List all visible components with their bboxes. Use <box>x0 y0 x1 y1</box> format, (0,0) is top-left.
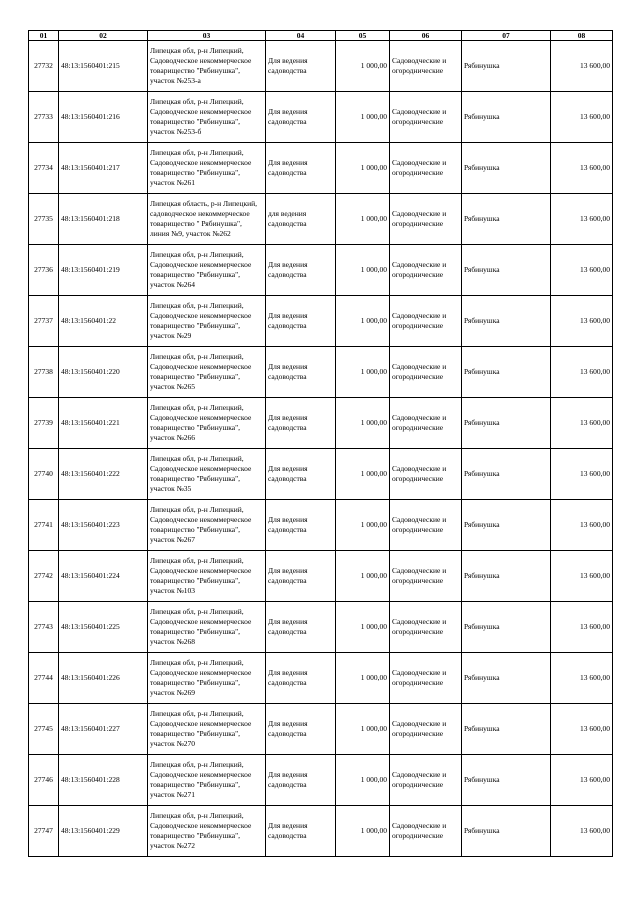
land-category-cell: Садоводческие и огороднические <box>390 347 462 398</box>
permitted-use-cell: Для ведения садоводства <box>266 449 336 500</box>
land-category-cell: Садоводческие и огороднические <box>390 806 462 857</box>
cadastral-number-cell: 48:13:1560401:215 <box>59 41 148 92</box>
table-row <box>29 602 613 653</box>
address-cell: Липецкая обл, р-н Липецкий, Садоводческое некоммерческое товарищество "Рябинушка", участок №266 <box>148 398 266 449</box>
locality-cell: Рябинушка <box>462 704 551 755</box>
record-number-cell: 27743 <box>29 602 59 653</box>
locality-cell: Рябинушка <box>462 143 551 194</box>
column-header-07: 07 <box>462 31 551 41</box>
cadastral-value-cell: 13 600,00 <box>551 449 613 500</box>
cadastral-number-cell: 48:13:1560401:223 <box>59 500 148 551</box>
land-category-cell: Садоводческие и огороднические <box>390 245 462 296</box>
area-cell: 1 000,00 <box>336 551 390 602</box>
cadastral-value-cell: 13 600,00 <box>551 653 613 704</box>
permitted-use-cell: Для ведения садоводства <box>266 551 336 602</box>
locality-cell: Рябинушка <box>462 602 551 653</box>
locality-cell: Рябинушка <box>462 755 551 806</box>
column-header-04: 04 <box>266 31 336 41</box>
area-cell: 1 000,00 <box>336 194 390 245</box>
permitted-use-cell: Для ведения садоводства <box>266 602 336 653</box>
cadastral-value-cell: 13 600,00 <box>551 806 613 857</box>
cadastral-value-cell: 13 600,00 <box>551 602 613 653</box>
cadastral-number-cell: 48:13:1560401:220 <box>59 347 148 398</box>
area-cell: 1 000,00 <box>336 602 390 653</box>
locality-cell: Рябинушка <box>462 41 551 92</box>
address-cell: Липецкая обл, р-н Липецкий, Садоводческое некоммерческое товарищество "Рябинушка", участок №265 <box>148 347 266 398</box>
record-number-cell: 27738 <box>29 347 59 398</box>
record-number-cell: 27732 <box>29 41 59 92</box>
land-category-cell: Садоводческие и огороднические <box>390 755 462 806</box>
land-registry-table <box>28 30 613 857</box>
column-header-02: 02 <box>59 31 148 41</box>
address-cell: Липецкая обл, р-н Липецкий, Садоводческое некоммерческое товарищество "Рябинушка", участок №253-б <box>148 92 266 143</box>
table-row <box>29 92 613 143</box>
address-cell: Липецкая обл, р-н Липецкий, Садоводческое некоммерческое товарищество "Рябинушка", участок №269 <box>148 653 266 704</box>
area-cell: 1 000,00 <box>336 92 390 143</box>
locality-cell: Рябинушка <box>462 194 551 245</box>
cadastral-number-cell: 48:13:1560401:227 <box>59 704 148 755</box>
area-cell: 1 000,00 <box>336 398 390 449</box>
area-cell: 1 000,00 <box>336 755 390 806</box>
cadastral-number-cell: 48:13:1560401:228 <box>59 755 148 806</box>
record-number-cell: 27745 <box>29 704 59 755</box>
address-cell: Липецкая обл, р-н Липецкий, Садоводческое некоммерческое товарищество "Рябинушка", участок №261 <box>148 143 266 194</box>
permitted-use-cell: Для ведения садоводства <box>266 347 336 398</box>
locality-cell: Рябинушка <box>462 653 551 704</box>
table-row <box>29 41 613 92</box>
land-category-cell: Садоводческие и огороднические <box>390 551 462 602</box>
record-number-cell: 27735 <box>29 194 59 245</box>
record-number-cell: 27742 <box>29 551 59 602</box>
locality-cell: Рябинушка <box>462 806 551 857</box>
table-row <box>29 755 613 806</box>
record-number-cell: 27736 <box>29 245 59 296</box>
cadastral-number-cell: 48:13:1560401:22 <box>59 296 148 347</box>
area-cell: 1 000,00 <box>336 704 390 755</box>
locality-cell: Рябинушка <box>462 245 551 296</box>
cadastral-number-cell: 48:13:1560401:225 <box>59 602 148 653</box>
address-cell: Липецкая область, р-н Липецкий, садоводческое некоммерческое товарищество " Рябинушка", линия №9, участок №262 <box>148 194 266 245</box>
permitted-use-cell: Для ведения садоводства <box>266 806 336 857</box>
cadastral-value-cell: 13 600,00 <box>551 92 613 143</box>
record-number-cell: 27740 <box>29 449 59 500</box>
permitted-use-cell: Для ведения садоводства <box>266 143 336 194</box>
address-cell: Липецкая обл, р-н Липецкий, Садоводческое некоммерческое товарищество "Рябинушка", участок №29 <box>148 296 266 347</box>
table-row <box>29 143 613 194</box>
cadastral-number-cell: 48:13:1560401:224 <box>59 551 148 602</box>
table-row <box>29 347 613 398</box>
area-cell: 1 000,00 <box>336 143 390 194</box>
address-cell: Липецкая обл, р-н Липецкий, Садоводческое некоммерческое товарищество "Рябинушка", участок №271 <box>148 755 266 806</box>
area-cell: 1 000,00 <box>336 347 390 398</box>
record-number-cell: 27746 <box>29 755 59 806</box>
permitted-use-cell: Для ведения садоводства <box>266 500 336 551</box>
locality-cell: Рябинушка <box>462 296 551 347</box>
land-category-cell: Садоводческие и огороднические <box>390 194 462 245</box>
cadastral-value-cell: 13 600,00 <box>551 41 613 92</box>
address-cell: Липецкая обл, р-н Липецкий, Садоводческое некоммерческое товарищество "Рябинушка", участок №264 <box>148 245 266 296</box>
cadastral-value-cell: 13 600,00 <box>551 704 613 755</box>
area-cell: 1 000,00 <box>336 806 390 857</box>
table-row <box>29 704 613 755</box>
cadastral-value-cell: 13 600,00 <box>551 143 613 194</box>
permitted-use-cell: Для ведения садоводства <box>266 653 336 704</box>
permitted-use-cell: Для ведения садоводства <box>266 398 336 449</box>
land-category-cell: Садоводческие и огороднические <box>390 143 462 194</box>
address-cell: Липецкая обл, р-н Липецкий, Садоводческое некоммерческое товарищество "Рябинушка", участок №268 <box>148 602 266 653</box>
cadastral-number-cell: 48:13:1560401:221 <box>59 398 148 449</box>
column-header-06: 06 <box>390 31 462 41</box>
area-cell: 1 000,00 <box>336 41 390 92</box>
land-category-cell: Садоводческие и огороднические <box>390 449 462 500</box>
table-row <box>29 449 613 500</box>
cadastral-value-cell: 13 600,00 <box>551 245 613 296</box>
record-number-cell: 27741 <box>29 500 59 551</box>
area-cell: 1 000,00 <box>336 245 390 296</box>
cadastral-number-cell: 48:13:1560401:217 <box>59 143 148 194</box>
area-cell: 1 000,00 <box>336 449 390 500</box>
permitted-use-cell: Для ведения садоводства <box>266 245 336 296</box>
land-category-cell: Садоводческие и огороднические <box>390 602 462 653</box>
address-cell: Липецкая обл, р-н Липецкий, Садоводческое некоммерческое товарищество "Рябинушка", участок №35 <box>148 449 266 500</box>
address-cell: Липецкая обл, р-н Липецкий, Садоводческое некоммерческое товарищество "Рябинушка", участок №270 <box>148 704 266 755</box>
table-row <box>29 653 613 704</box>
table-row <box>29 806 613 857</box>
locality-cell: Рябинушка <box>462 500 551 551</box>
area-cell: 1 000,00 <box>336 500 390 551</box>
land-category-cell: Садоводческие и огороднические <box>390 653 462 704</box>
area-cell: 1 000,00 <box>336 653 390 704</box>
land-category-cell: Садоводческие и огороднические <box>390 296 462 347</box>
table-row <box>29 398 613 449</box>
address-cell: Липецкая обл, р-н Липецкий, Садоводческое некоммерческое товарищество "Рябинушка", участок №272 <box>148 806 266 857</box>
record-number-cell: 27739 <box>29 398 59 449</box>
locality-cell: Рябинушка <box>462 398 551 449</box>
record-number-cell: 27733 <box>29 92 59 143</box>
locality-cell: Рябинушка <box>462 551 551 602</box>
permitted-use-cell: Для ведения садоводства <box>266 41 336 92</box>
land-category-cell: Садоводческие и огороднические <box>390 500 462 551</box>
header-row <box>29 31 613 41</box>
address-cell: Липецкая обл, р-н Липецкий, Садоводческое некоммерческое товарищество "Рябинушка", участок №103 <box>148 551 266 602</box>
permitted-use-cell: Для ведения садоводства <box>266 755 336 806</box>
cadastral-number-cell: 48:13:1560401:216 <box>59 92 148 143</box>
cadastral-number-cell: 48:13:1560401:222 <box>59 449 148 500</box>
cadastral-value-cell: 13 600,00 <box>551 347 613 398</box>
land-category-cell: Садоводческие и огороднические <box>390 92 462 143</box>
record-number-cell: 27734 <box>29 143 59 194</box>
record-number-cell: 27747 <box>29 806 59 857</box>
column-header-05: 05 <box>336 31 390 41</box>
permitted-use-cell: Для ведения садоводства <box>266 92 336 143</box>
locality-cell: Рябинушка <box>462 92 551 143</box>
record-number-cell: 27737 <box>29 296 59 347</box>
land-category-cell: Садоводческие и огороднические <box>390 704 462 755</box>
column-header-03: 03 <box>148 31 266 41</box>
cadastral-value-cell: 13 600,00 <box>551 398 613 449</box>
locality-cell: Рябинушка <box>462 449 551 500</box>
table-row <box>29 245 613 296</box>
area-cell: 1 000,00 <box>336 296 390 347</box>
cadastral-number-cell: 48:13:1560401:229 <box>59 806 148 857</box>
permitted-use-cell: Для ведения садоводства <box>266 704 336 755</box>
cadastral-value-cell: 13 600,00 <box>551 755 613 806</box>
table-row <box>29 194 613 245</box>
column-header-01: 01 <box>29 31 59 41</box>
land-category-cell: Садоводческие и огороднические <box>390 398 462 449</box>
locality-cell: Рябинушка <box>462 347 551 398</box>
cadastral-number-cell: 48:13:1560401:218 <box>59 194 148 245</box>
permitted-use-cell: Для ведения садоводства <box>266 296 336 347</box>
land-category-cell: Садоводческие и огороднические <box>390 41 462 92</box>
cadastral-number-cell: 48:13:1560401:219 <box>59 245 148 296</box>
table-row <box>29 551 613 602</box>
cadastral-value-cell: 13 600,00 <box>551 296 613 347</box>
permitted-use-cell: для ведения садоводства <box>266 194 336 245</box>
address-cell: Липецкая обл, р-н Липецкий, Садоводческое некоммерческое товарищество "Рябинушка", участок №253-а <box>148 41 266 92</box>
cadastral-value-cell: 13 600,00 <box>551 500 613 551</box>
column-header-08: 08 <box>551 31 613 41</box>
table-row <box>29 500 613 551</box>
table-row <box>29 296 613 347</box>
cadastral-number-cell: 48:13:1560401:226 <box>59 653 148 704</box>
record-number-cell: 27744 <box>29 653 59 704</box>
cadastral-value-cell: 13 600,00 <box>551 551 613 602</box>
address-cell: Липецкая обл, р-н Липецкий, Садоводческое некоммерческое товарищество "Рябинушка", участок №267 <box>148 500 266 551</box>
cadastral-value-cell: 13 600,00 <box>551 194 613 245</box>
